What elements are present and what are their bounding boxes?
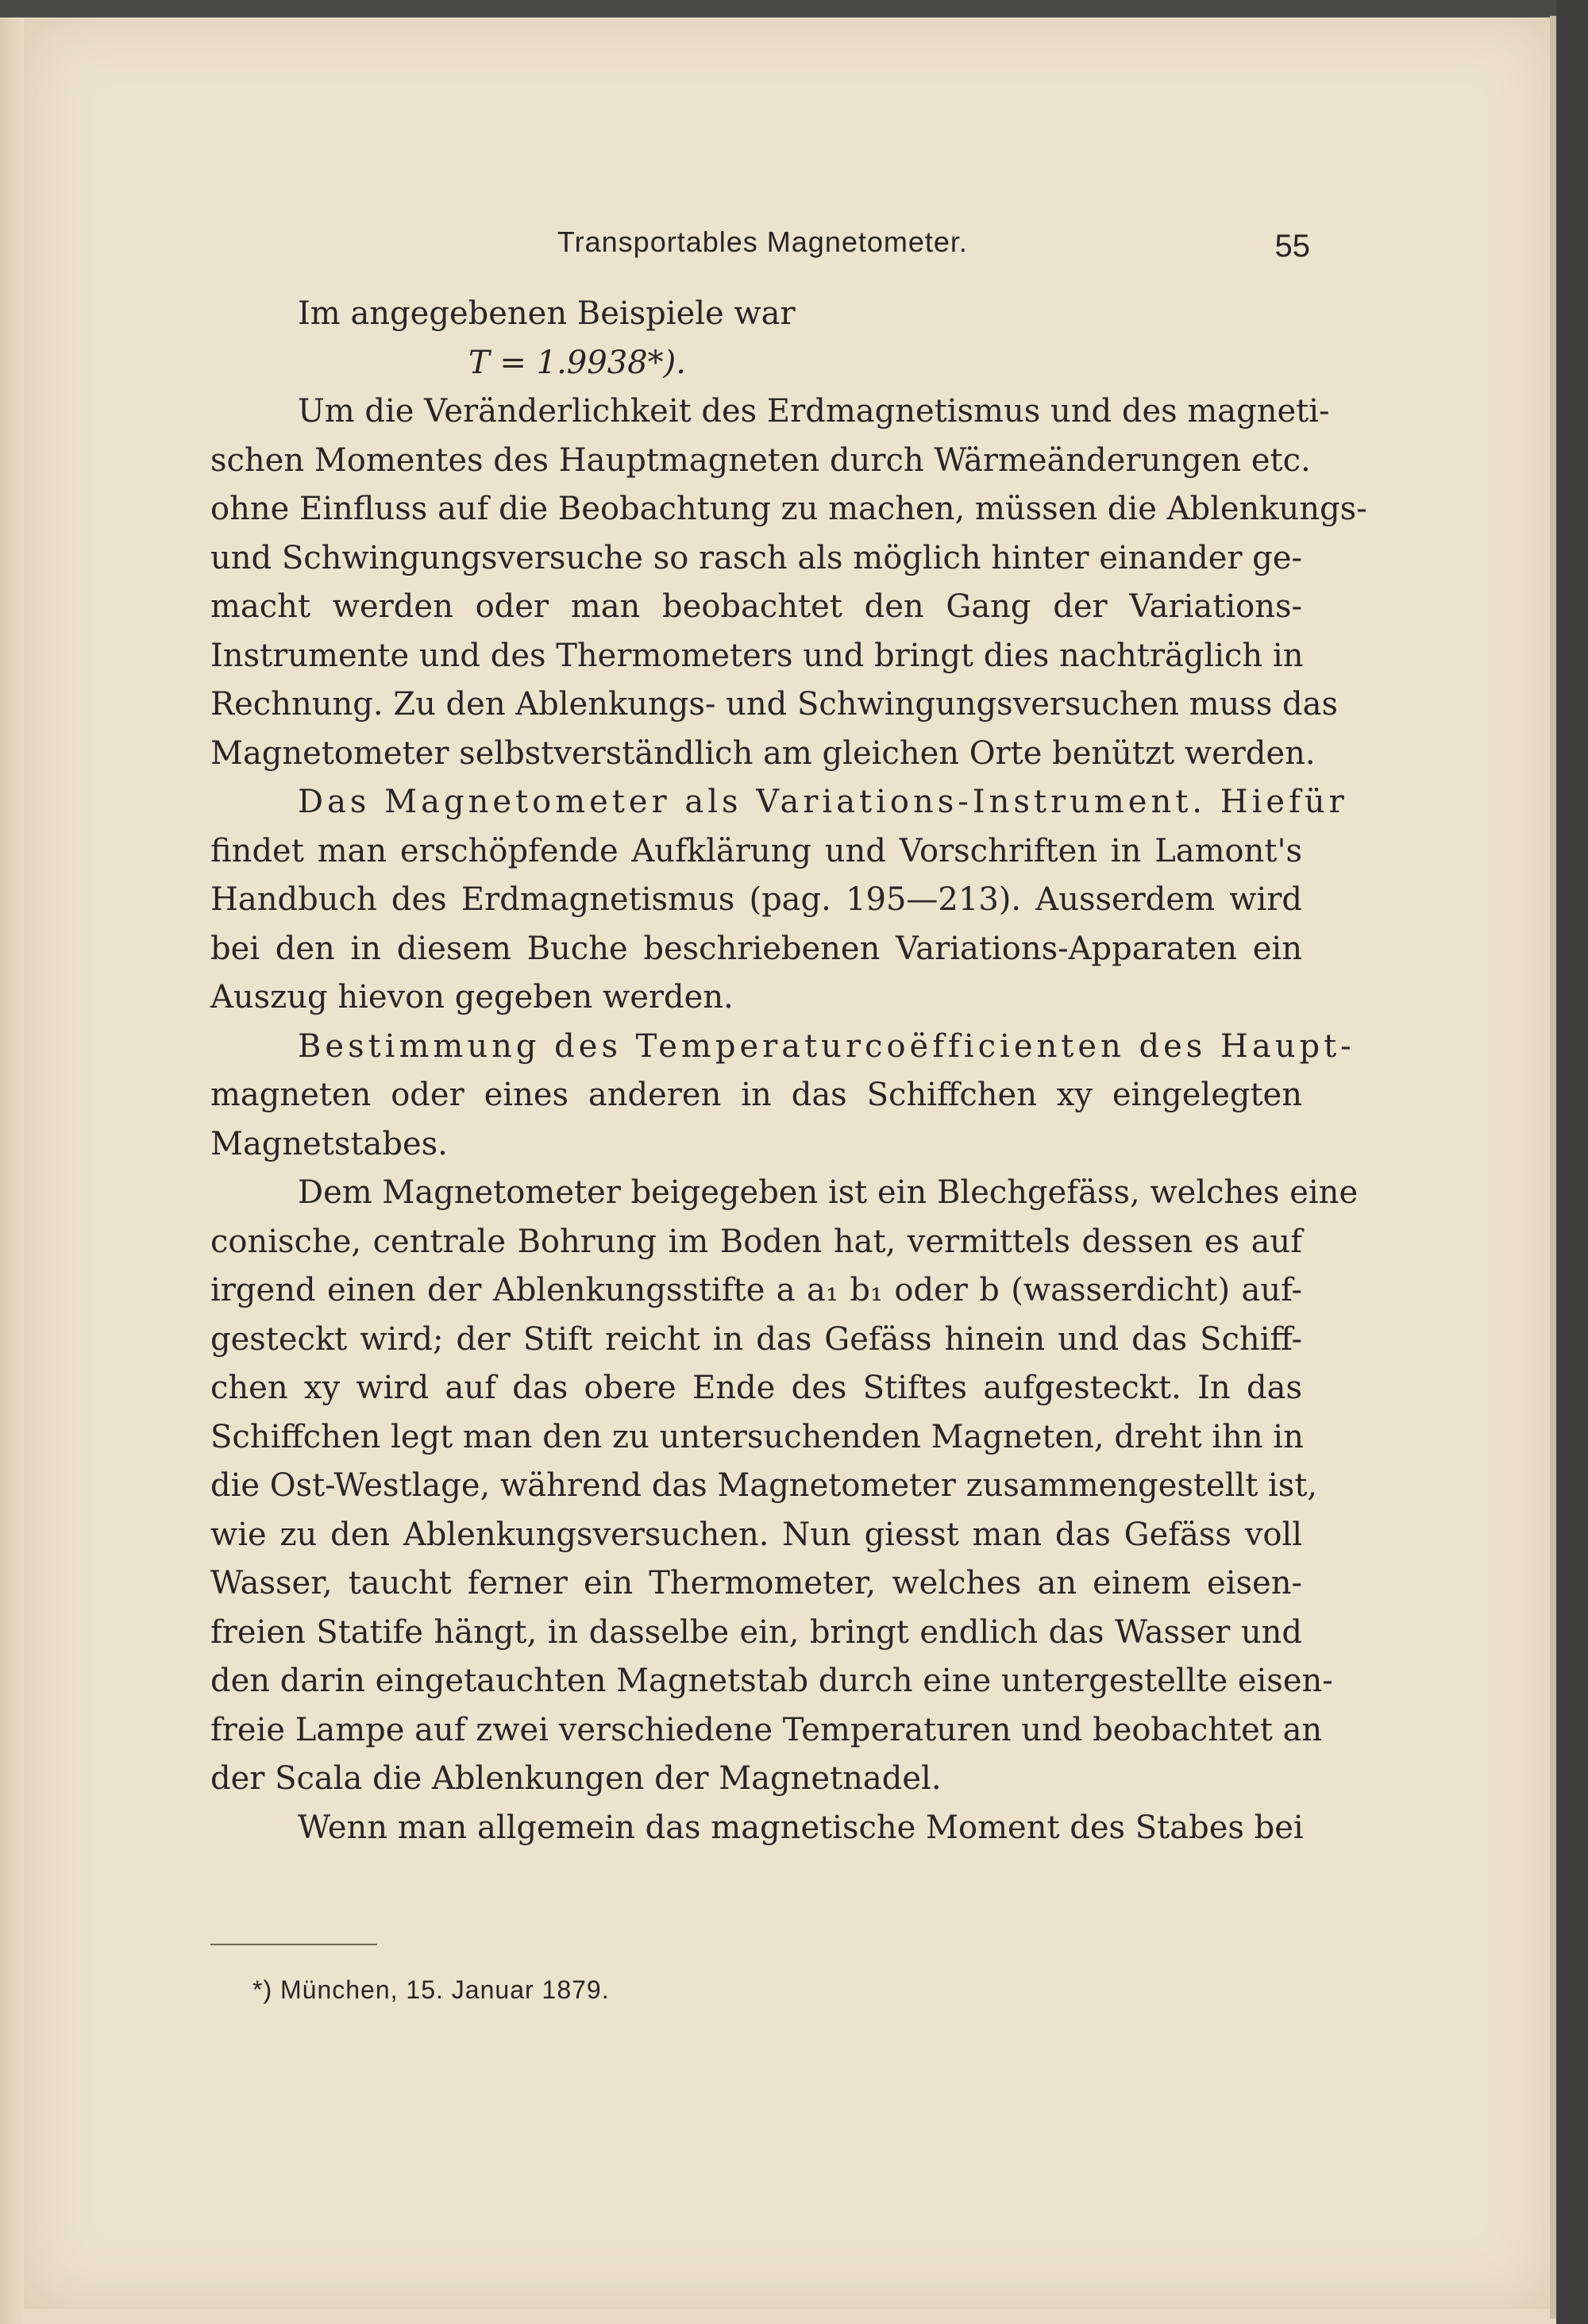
scan-top-edge xyxy=(0,0,1588,17)
text-line: Instrumente und des Thermometers und bringt dies nachträglich in xyxy=(210,637,1304,674)
text-line: Rechnung. Zu den Ablenkungs- und Schwingungsversuchen muss das xyxy=(210,686,1339,723)
text-line: Auszug hievon gegeben werden. xyxy=(210,979,734,1016)
text-line: Dem Magnetometer beigegeben ist ein Blechgefäss, welches eine xyxy=(298,1174,1359,1211)
text-line: findet man erschöpfende Aufklärung und Vorschriften in Lamont's xyxy=(210,832,1302,869)
page-number: 55 xyxy=(1274,229,1310,264)
text-line: conische, centrale Bohrung im Boden hat, vermittels dessen es auf xyxy=(210,1223,1302,1260)
text-line: bei den in diesem Buche beschriebenen Variations-Apparaten ein xyxy=(210,930,1302,967)
text-line: wie zu den Ablenkungsversuchen. Nun giesst man das Gefäss voll xyxy=(210,1516,1302,1553)
text-line: magneten oder eines anderen in das Schiffchen xy eingelegten xyxy=(210,1077,1302,1113)
text-line: freien Statife hängt, in dasselbe ein, bringt endlich das Wasser und xyxy=(210,1613,1302,1651)
text-line: Magnetstabes. xyxy=(210,1125,448,1162)
text-line: Schiffchen legt man den zu untersuchenden Magneten, dreht ihn in xyxy=(210,1418,1304,1455)
text-line: gesteckt wird; der Stift reicht in das Gefäss hinein und das Schiff- xyxy=(210,1320,1302,1358)
text-line: der Scala die Ablenkungen der Magnetnadel. xyxy=(210,1760,942,1797)
text-line: den darin eingetauchten Magnetstab durch eine untergestellte eisen- xyxy=(210,1663,1333,1699)
scan-right-edge xyxy=(1556,0,1588,2324)
text-line: die Ost-Westlage, während das Magnetometer zusammengestellt ist, xyxy=(210,1467,1318,1504)
text-line: Im angegebenen Beispiele war xyxy=(298,295,796,332)
text-line: Wenn man allgemein das magnetische Moment des Stabes bei xyxy=(298,1809,1304,1846)
footnote: *) München, 15. Januar 1879. xyxy=(252,1975,610,2004)
text-line: macht werden oder man beobachtet den Gang der Variations- xyxy=(210,588,1302,625)
formula-line: T = 1.9938*). xyxy=(468,344,686,381)
footnote-rule xyxy=(210,1944,377,1945)
text-line: chen xy wird auf das obere Ende des Stiftes aufgesteckt. In das xyxy=(210,1370,1302,1406)
running-title: Transportables Magnetometer. xyxy=(557,225,968,258)
body-text xyxy=(210,290,1367,1852)
text-line: schen Momentes des Hauptmagneten durch Wärmeänderungen etc. xyxy=(210,441,1311,479)
text-line: freie Lampe auf zwei verschiedene Temperaturen und beobachtet an xyxy=(210,1711,1323,1748)
page-stack-edge xyxy=(1550,16,1556,2318)
text-line: und Schwingungsversuche so rasch als möglich hinter einander ge- xyxy=(210,539,1302,576)
page-header xyxy=(214,214,1310,270)
text-line: irgend einen der Ablenkungsstifte a a₁ b₁ oder b (wasserdicht) auf- xyxy=(210,1272,1302,1308)
text-line: Wasser, taucht ferner ein Thermometer, welches an einem eisen- xyxy=(210,1565,1302,1601)
section-heading-line: Bestimmung des Temperaturcoëfficienten des Haupt- xyxy=(298,1027,1355,1065)
text-line: Handbuch des Erdmagnetismus (pag. 195—213). Ausserdem wird xyxy=(210,881,1302,918)
text-line: ohne Einfluss auf die Beobachtung zu machen, müssen die Ablenkungs- xyxy=(210,491,1367,527)
text-line: Magnetometer selbstverständlich am gleichen Orte benützt werden. xyxy=(210,734,1316,772)
page-gutter xyxy=(0,0,22,2324)
section-heading-line: Das Magnetometer als Variations-Instrument. Hiefür xyxy=(298,784,1348,820)
text-line: Um die Veränderlichkeit des Erdmagnetismus und des magneti- xyxy=(298,393,1330,430)
